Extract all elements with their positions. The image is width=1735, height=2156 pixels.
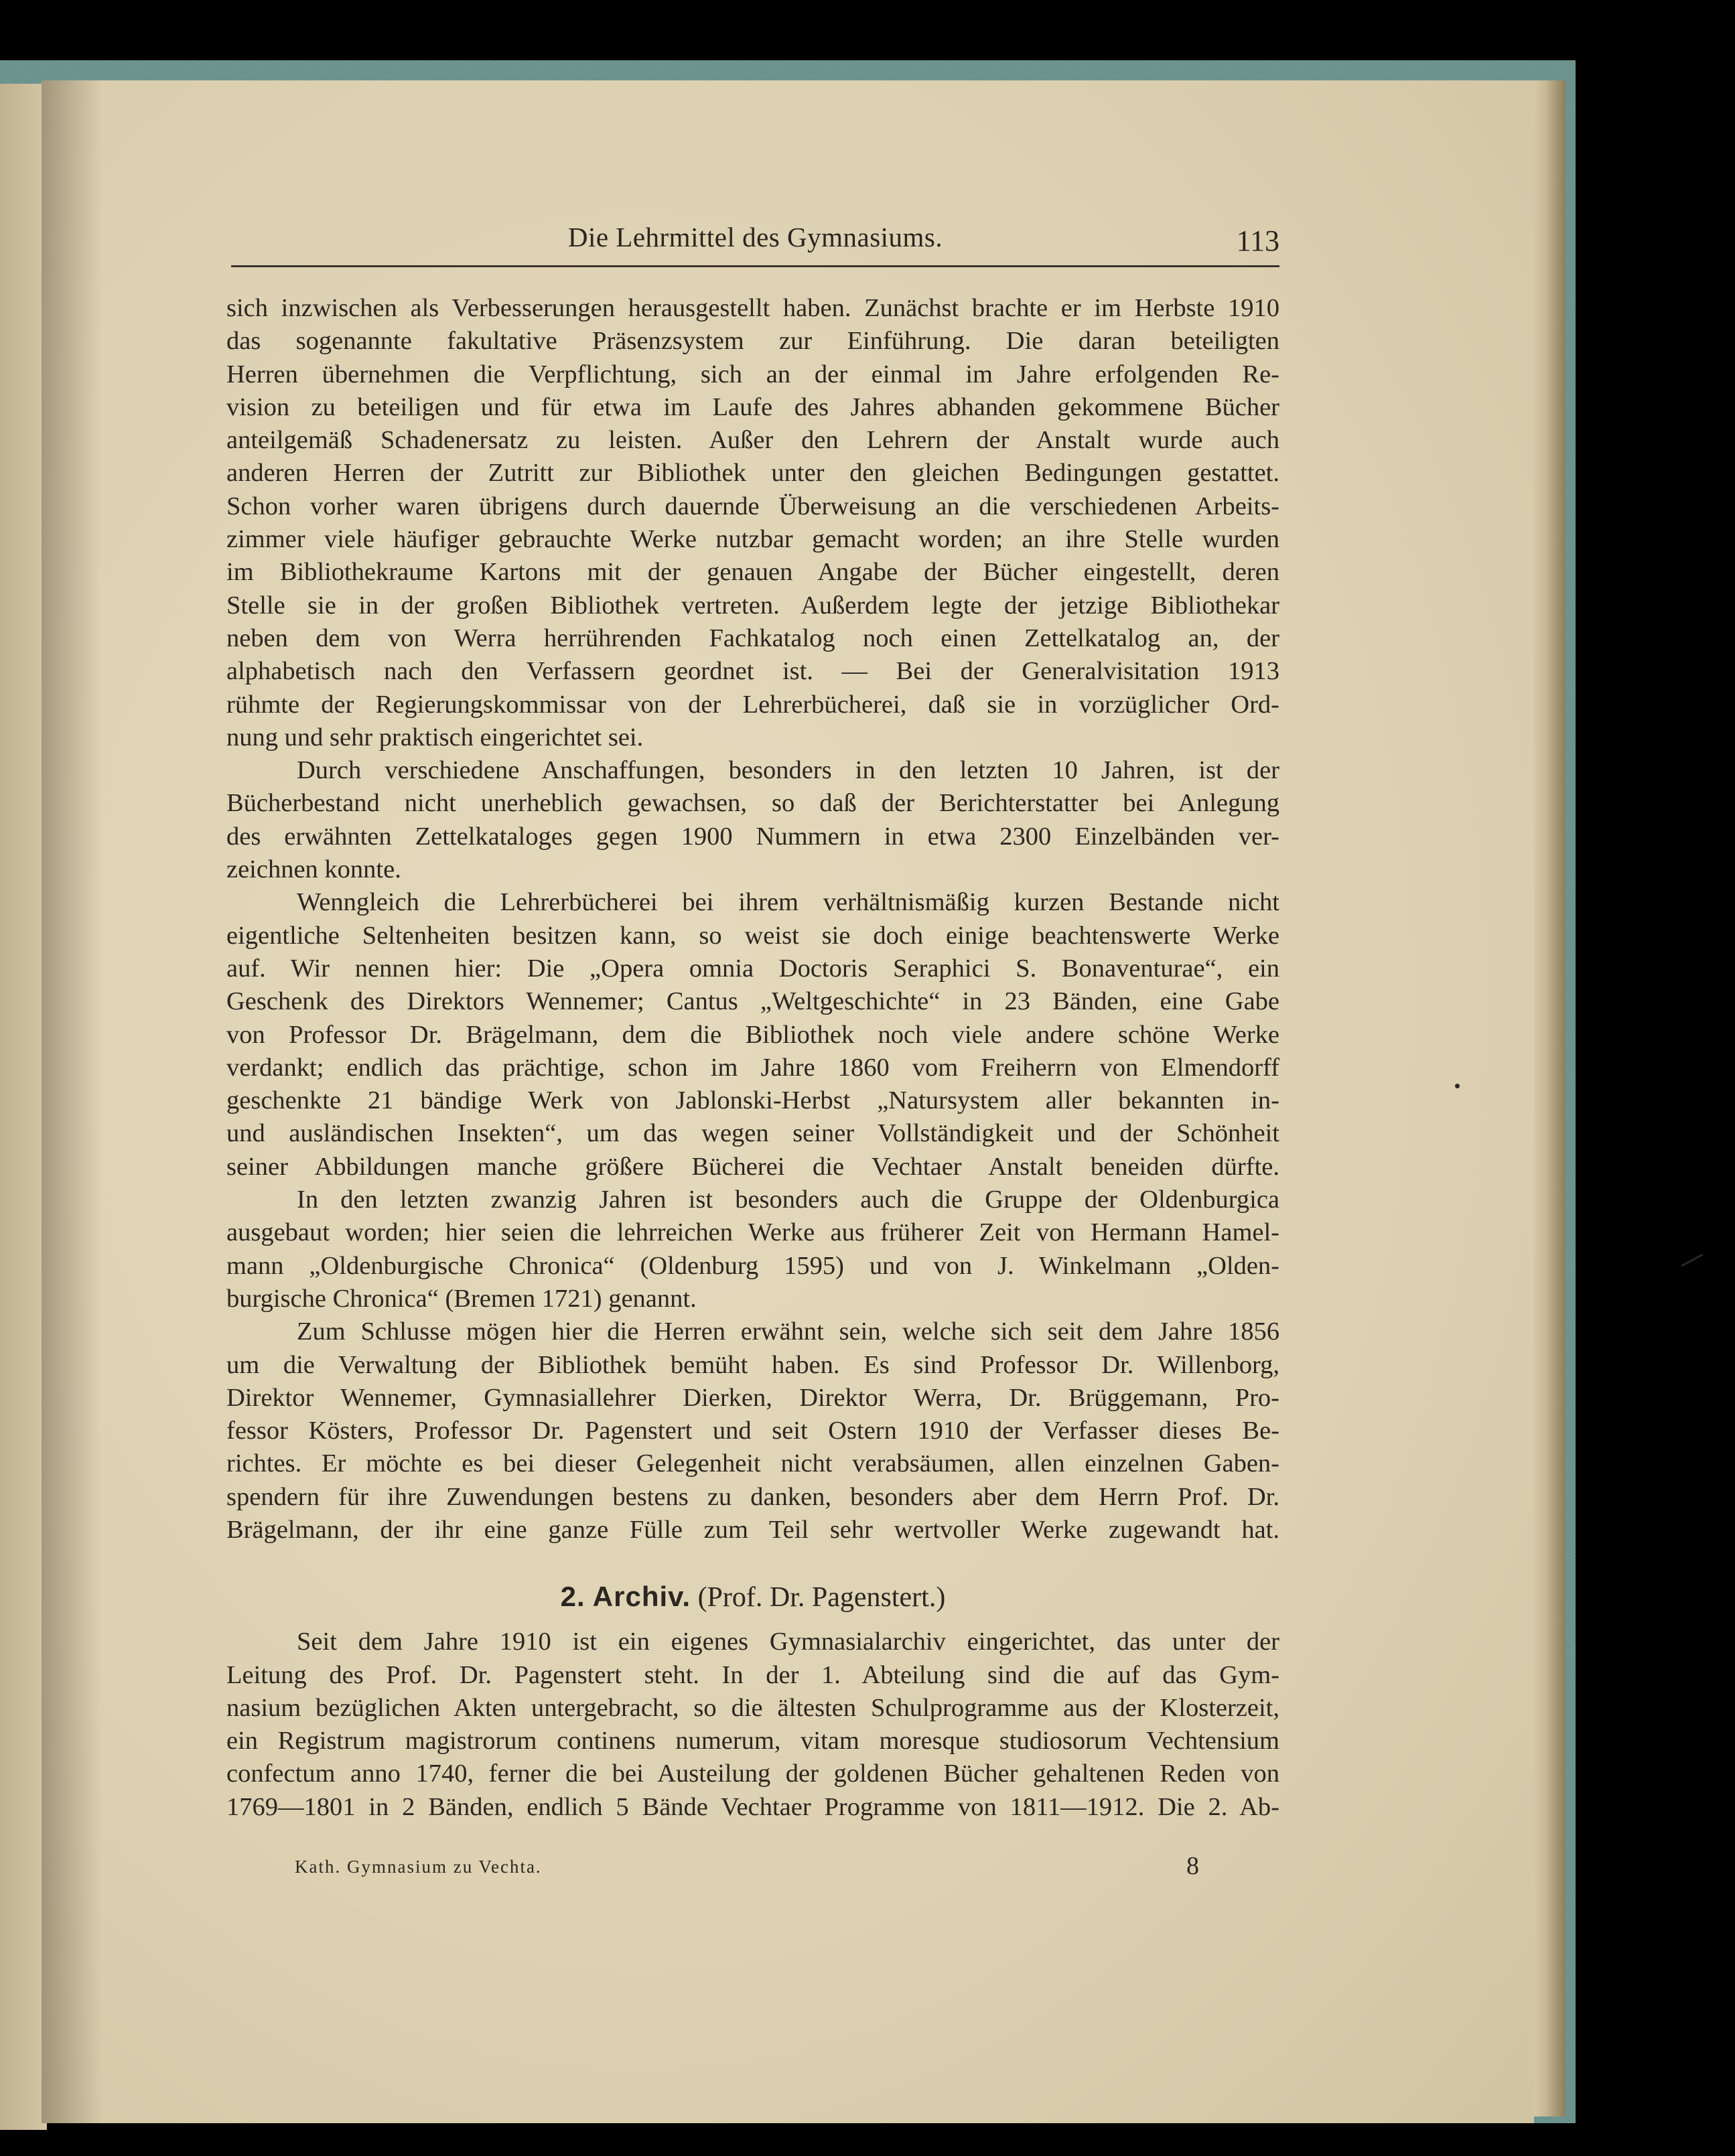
text-line: nasium bezüglichen Akten untergebracht, so die ältesten Schulprogramme aus der Klosterzeit,: [226, 1693, 1279, 1722]
left-page-edge: [0, 84, 47, 2130]
text-line: eigentliche Seltenheiten besitzen kann, so weist sie doch einige beachtenswerte Werke: [226, 921, 1279, 950]
text-line: Wenngleich die Lehrerbücherei bei ihrem verhältnismäßig kurzen Bestande nicht: [297, 888, 1279, 917]
section-author: (Prof. Dr. Pagenstert.): [697, 1582, 946, 1613]
section-heading: [226, 1547, 1279, 1626]
text-line: rühmte der Regierungskommissar von der Lehrerbücherei, daß sie in vorzüglicher Ord-: [226, 690, 1279, 719]
text-line: richtes. Er möchte es bei dieser Gelegenheit nicht verabsäumen, allen einzelnen Gaben-: [226, 1449, 1279, 1478]
paper-speck: [1455, 1084, 1460, 1088]
text-line: um die Verwaltung der Bibliothek bemüht haben. Es sind Professor Dr. Willenborg,: [226, 1350, 1279, 1379]
text-line: burgische Chronica“ (Bremen 1721) genannt.: [226, 1284, 697, 1313]
text-line: zimmer viele häufiger gebrauchte Werke nutzbar gemacht worden; an ihre Stelle wurden: [226, 525, 1279, 554]
page-stack-edge: [1531, 80, 1566, 2116]
text-line: im Bibliothekraume Kartons mit der genauen Angabe der Bücher eingestellt, deren: [226, 558, 1279, 587]
text-line: Bücherbestand nicht unerheblich gewachsen, so daß der Berichterstatter bei Anlegung: [226, 789, 1279, 818]
text-line: Schon vorher waren übrigens durch dauernde Überweisung an die verschiedenen Arbeits-: [226, 492, 1279, 520]
text-line: zeichnen konnte.: [226, 855, 401, 884]
signature-mark: Kath. Gymnasium zu Vechta.: [295, 1857, 542, 1877]
text-line: Zum Schlusse mögen hier die Herren erwähnt sein, welche sich seit dem Jahre 1856: [297, 1317, 1279, 1346]
text-line: das sogenannte fakultative Präsenzsystem zur Einführung. Die daran beteiligten: [226, 327, 1279, 356]
text-line: In den letzten zwanzig Jahren ist besonders auch die Gruppe der Oldenburgica: [297, 1185, 1279, 1214]
text-line: nung und sehr praktisch eingerichtet sei.: [226, 723, 644, 751]
paragraph-block-archive: [226, 1626, 1279, 1824]
text-line: geschenkte 21 bändige Werk von Jablonski-Herbst „Natursystem aller bekannten in-: [226, 1086, 1279, 1115]
text-line: auf. Wir nennen hier: Die „Opera omnia Doctoris Seraphici S. Bonaventurae“, ein: [226, 954, 1279, 983]
text-line: spendern für ihre Zuwendungen bestens zu danken, besonders aber dem Herrn Prof. Dr.: [226, 1482, 1279, 1511]
running-head: [231, 221, 1279, 268]
text-line: anteilgemäß Schadenersatz zu leisten. Außer den Lehrern der Anstalt wurde auch: [226, 426, 1279, 455]
footer: [295, 1852, 1199, 1890]
text-line: sich inzwischen als Verbesserungen herausgestellt haben. Zunächst brachte er im Herbste 1910: [226, 294, 1279, 322]
text-line: confectum anno 1740, ferner die bei Austeilung der goldenen Bücher gehaltenen Reden von: [226, 1759, 1279, 1788]
text-line: mann „Oldenburgische Chronica“ (Oldenburg 1595) und von J. Winkelmann „Olden-: [226, 1251, 1279, 1280]
header-rule: [231, 265, 1279, 267]
text-line: vision zu beteiligen und für etwa im Laufe des Jahres abhanden gekommene Bücher: [226, 392, 1279, 421]
text-line: ausgebaut worden; hier seien die lehrreichen Werke aus früherer Zeit von Hermann Hamel-: [226, 1218, 1279, 1247]
text-line: Leitung des Prof. Dr. Pagenstert steht. In der 1. Abteilung sind die auf das Gym-: [226, 1660, 1279, 1689]
paper-mark: [1681, 1254, 1703, 1267]
page-number: 113: [1236, 224, 1279, 257]
text-line: ein Registrum magistrorum continens numerum, vitam moresque studiosorum Vechtensium: [226, 1727, 1279, 1755]
text-line: Herren übernehmen die Verpflichtung, sich an der einmal im Jahre erfolgenden Re-: [226, 360, 1279, 388]
text-line: Seit dem Jahre 1910 ist ein eigenes Gymnasialarchiv eingerichtet, das unter der: [297, 1628, 1279, 1656]
text-line: Durch verschiedene Anschaffungen, besonders in den letzten 10 Jahren, ist der: [297, 756, 1279, 785]
text-line: verdankt; endlich das prächtige, schon im Jahre 1860 vom Freiherrn von Elmendorff: [226, 1053, 1279, 1082]
text-line: des erwähnten Zettelkataloges gegen 1900 Nummern in etwa 2300 Einzelbänden ver-: [226, 822, 1279, 851]
text-line: alphabetisch nach den Verfassern geordnet ist. — Bei der Generalvisitation 1913: [226, 657, 1279, 686]
section-title: 2. Archiv.: [560, 1581, 691, 1613]
text-line: 1769—1801 in 2 Bänden, endlich 5 Bände Vechtaer Programme von 1811—1912. Die 2. Ab-: [226, 1792, 1279, 1821]
body-text: [226, 292, 1279, 1824]
text-line: Brägelmann, der ihr eine ganze Fülle zum Teil sehr wertvoller Werke zugewandt hat.: [226, 1515, 1279, 1544]
signature-number: 8: [1186, 1852, 1199, 1880]
text-line: seiner Abbildungen manche größere Bücherei die Vechtaer Anstalt beneiden dürfte.: [226, 1152, 1279, 1181]
running-title: Die Lehrmittel des Gymnasiums.: [567, 222, 943, 253]
text-line: Geschenk des Direktors Wennemer; Cantus „Weltgeschichte“ in 23 Bänden, eine Gabe: [226, 987, 1279, 1016]
text-line: von Professor Dr. Brägelmann, dem die Bibliothek noch viele andere schöne Werke: [226, 1020, 1279, 1049]
text-line: neben dem von Werra herrührenden Fachkatalog noch einen Zettelkatalog an, der: [226, 624, 1279, 652]
text-line: anderen Herren der Zutritt zur Bibliothek unter den gleichen Bedingungen gestattet.: [226, 459, 1279, 488]
gutter-shadow: [42, 80, 102, 2123]
text-line: Direktor Wennemer, Gymnasiallehrer Dierken, Direktor Werra, Dr. Brüggemann, Pro-: [226, 1383, 1279, 1412]
text-line: und ausländischen Insekten“, um das wegen seiner Vollständigkeit und der Schönheit: [226, 1119, 1279, 1148]
text-line: Stelle sie in der großen Bibliothek vertreten. Außerdem legte der jetzige Bibliothekar: [226, 591, 1279, 620]
text-line: fessor Kösters, Professor Dr. Pagenstert und seit Ostern 1910 der Verfasser dieses Be-: [226, 1417, 1279, 1445]
paragraph-block-library: [226, 292, 1279, 1547]
